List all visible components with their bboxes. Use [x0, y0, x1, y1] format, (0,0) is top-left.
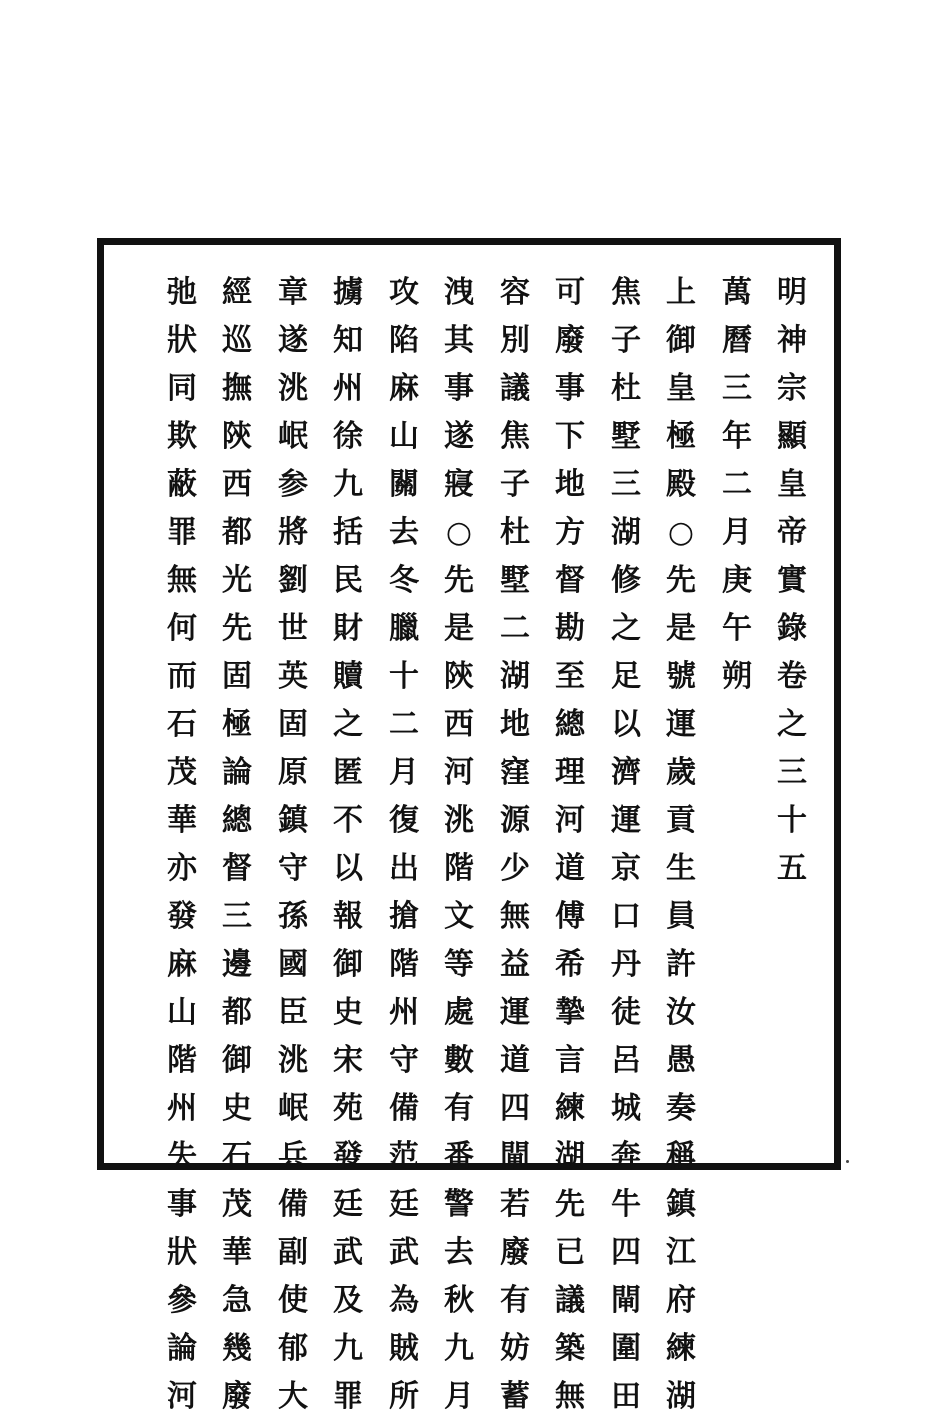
glyph: 守: [278, 851, 308, 886]
glyph: 道: [500, 1043, 530, 1078]
glyph: 月: [722, 515, 752, 550]
glyph: 杜: [500, 515, 530, 550]
glyph: 二: [389, 707, 419, 742]
glyph: 西: [222, 467, 252, 502]
text-column: [213, 269, 261, 1421]
glyph: 閘: [500, 1139, 530, 1174]
glyph: 論: [167, 1331, 197, 1366]
glyph: 去: [444, 1235, 474, 1270]
glyph: 警: [444, 1187, 474, 1222]
glyph: 階: [167, 1043, 197, 1078]
glyph: 方: [555, 515, 585, 550]
glyph: 無: [167, 563, 197, 598]
glyph: 幾: [222, 1331, 252, 1366]
glyph: 攻: [389, 275, 419, 310]
glyph: 貢: [666, 803, 696, 838]
glyph: 河: [444, 755, 474, 790]
glyph: 督: [222, 851, 252, 886]
glyph: 史: [333, 995, 363, 1030]
glyph: 復: [389, 803, 419, 838]
glyph: 冬: [389, 563, 419, 598]
glyph: 参: [278, 467, 308, 502]
glyph: 徒: [611, 995, 641, 1030]
glyph: 地: [555, 467, 585, 502]
glyph: 岷: [278, 419, 308, 454]
glyph: 理: [555, 755, 585, 790]
glyph: 陷: [389, 323, 419, 358]
stray-mark: [846, 1160, 849, 1163]
glyph: 歲: [666, 755, 696, 790]
glyph: 御: [333, 947, 363, 982]
glyph: 遂: [444, 419, 474, 454]
glyph: 督: [555, 563, 585, 598]
glyph: 焦: [611, 275, 641, 310]
glyph: 三: [722, 371, 752, 406]
glyph: 武: [333, 1235, 363, 1270]
glyph: 稱: [666, 1139, 696, 1174]
glyph: 實: [777, 563, 807, 598]
glyph: 至: [555, 659, 585, 694]
glyph: 罪: [333, 1379, 363, 1414]
glyph: 廢: [555, 323, 585, 358]
glyph: 之: [333, 707, 363, 742]
glyph: 苑: [333, 1091, 363, 1126]
glyph: 以: [611, 707, 641, 742]
glyph: 先: [555, 1187, 585, 1222]
glyph: 城: [611, 1091, 641, 1126]
glyph: 牛: [611, 1187, 641, 1222]
glyph: 州: [167, 1091, 197, 1126]
glyph: 子: [611, 323, 641, 358]
glyph: 報: [333, 899, 363, 934]
glyph: 先: [222, 611, 252, 646]
glyph: 徐: [333, 419, 363, 454]
glyph: 鎮: [666, 1187, 696, 1222]
glyph: 庚: [722, 563, 752, 598]
glyph: 民: [333, 563, 363, 598]
text-column: [158, 269, 206, 1421]
glyph: 言: [555, 1043, 585, 1078]
glyph: 州: [333, 371, 363, 406]
glyph: 及: [333, 1283, 363, 1318]
glyph: 二: [722, 467, 752, 502]
glyph: 臘: [389, 611, 419, 646]
glyph: 先: [444, 563, 474, 598]
glyph: 道: [555, 851, 585, 886]
glyph: 築: [555, 1331, 585, 1366]
glyph: 容: [500, 275, 530, 310]
glyph: 贖: [333, 659, 363, 694]
glyph: 固: [278, 707, 308, 742]
glyph: 焦: [500, 419, 530, 454]
glyph: 麻: [167, 947, 197, 982]
glyph: 月: [389, 755, 419, 790]
glyph: 匿: [333, 755, 363, 790]
glyph: 寢: [444, 467, 474, 502]
text-column: [602, 269, 650, 1421]
glyph: 員: [666, 899, 696, 934]
glyph: 圍: [611, 1331, 641, 1366]
glyph: 洮: [444, 803, 474, 838]
glyph: 階: [444, 851, 474, 886]
text-column: [713, 269, 761, 701]
page-border-frame: [97, 238, 841, 1414]
glyph: 失: [167, 1139, 197, 1174]
glyph: 而: [167, 659, 197, 694]
glyph: 都: [222, 995, 252, 1030]
glyph: 之: [777, 707, 807, 742]
glyph: 茂: [167, 755, 197, 790]
text-column: [435, 269, 483, 1421]
glyph: 弛: [167, 275, 197, 310]
glyph: 奔: [611, 1139, 641, 1174]
glyph: 明: [777, 275, 807, 310]
glyph: 三: [777, 755, 807, 790]
glyph: 湖: [611, 515, 641, 550]
glyph: 兵: [278, 1139, 308, 1174]
glyph: 孫: [278, 899, 308, 934]
glyph: 擄: [333, 275, 363, 310]
glyph: 奏: [666, 1091, 696, 1126]
glyph: 午: [722, 611, 752, 646]
glyph: 史: [222, 1091, 252, 1126]
glyph: 丹: [611, 947, 641, 982]
glyph: 邊: [222, 947, 252, 982]
glyph: 廢: [222, 1379, 252, 1414]
glyph: 欺: [167, 419, 197, 454]
glyph: 為: [389, 1283, 419, 1318]
glyph: 三: [222, 899, 252, 934]
text-column: [269, 269, 317, 1421]
glyph: 十: [389, 659, 419, 694]
glyph: 殿: [666, 467, 696, 502]
glyph: 不: [333, 803, 363, 838]
glyph: 蔽: [167, 467, 197, 502]
glyph: 宗: [777, 371, 807, 406]
glyph: 御: [666, 323, 696, 358]
glyph: 修: [611, 563, 641, 598]
glyph: 洮: [278, 1043, 308, 1078]
glyph: 傅: [555, 899, 585, 934]
glyph: 四: [500, 1091, 530, 1126]
text-column: [546, 269, 594, 1421]
glyph: 上: [666, 275, 696, 310]
glyph: 可: [555, 275, 585, 310]
glyph: 岷: [278, 1091, 308, 1126]
glyph: 之: [611, 611, 641, 646]
glyph: 以: [333, 851, 363, 886]
glyph: 財: [333, 611, 363, 646]
glyph: 極: [222, 707, 252, 742]
glyph: 去: [389, 515, 419, 550]
glyph: 許: [666, 947, 696, 982]
glyph: 章: [278, 275, 308, 310]
glyph: 世: [278, 611, 308, 646]
glyph: 賊: [389, 1331, 419, 1366]
glyph: 石: [222, 1139, 252, 1174]
glyph: 口: [611, 899, 641, 934]
glyph: 九: [444, 1331, 474, 1366]
glyph: 運: [500, 995, 530, 1030]
glyph: 將: [278, 515, 308, 550]
glyph: 劉: [278, 563, 308, 598]
glyph: 生: [666, 851, 696, 886]
glyph: 番: [444, 1139, 474, 1174]
glyph: 十: [777, 803, 807, 838]
glyph: 山: [167, 995, 197, 1030]
glyph: 使: [278, 1283, 308, 1318]
glyph: 事: [167, 1187, 197, 1222]
glyph: 麻: [389, 371, 419, 406]
glyph: 京: [611, 851, 641, 886]
glyph: 陝: [444, 659, 474, 694]
glyph: 神: [777, 323, 807, 358]
glyph: 大: [278, 1379, 308, 1414]
glyph: 皇: [777, 467, 807, 502]
glyph: 萬: [722, 275, 752, 310]
glyph: 都: [222, 515, 252, 550]
glyph: 是: [444, 611, 474, 646]
glyph: 年: [722, 419, 752, 454]
glyph: 武: [389, 1235, 419, 1270]
glyph: 曆: [722, 323, 752, 358]
glyph: 五: [777, 851, 807, 886]
glyph: 帝: [777, 515, 807, 550]
glyph: 搶: [389, 899, 419, 934]
glyph: 議: [555, 1283, 585, 1318]
glyph: 杜: [611, 371, 641, 406]
glyph: 錄: [777, 611, 807, 646]
glyph: 出: [389, 851, 419, 886]
glyph: 號: [666, 659, 696, 694]
glyph: 呂: [611, 1043, 641, 1078]
glyph: 括: [333, 515, 363, 550]
glyph: 愚: [666, 1043, 696, 1078]
glyph: 論: [222, 755, 252, 790]
glyph: 顯: [777, 419, 807, 454]
glyph: 鎮: [278, 803, 308, 838]
glyph: 妨: [500, 1331, 530, 1366]
glyph: 參: [167, 1283, 197, 1318]
glyph: 湖: [500, 659, 530, 694]
glyph: 宋: [333, 1043, 363, 1078]
glyph: 華: [167, 803, 197, 838]
glyph: 閘: [611, 1283, 641, 1318]
glyph: 子: [500, 467, 530, 502]
glyph: 備: [389, 1091, 419, 1126]
text-column: [324, 269, 372, 1421]
glyph: 汝: [666, 995, 696, 1030]
glyph: 光: [222, 563, 252, 598]
glyph: 是: [666, 611, 696, 646]
glyph: 其: [444, 323, 474, 358]
glyph: 九: [333, 1331, 363, 1366]
glyph: 撫: [222, 371, 252, 406]
text-column: [768, 269, 816, 893]
text-column: [657, 269, 705, 1421]
glyph: 練: [555, 1091, 585, 1126]
glyph: 四: [611, 1235, 641, 1270]
glyph: 事: [555, 371, 585, 406]
glyph: 臣: [278, 995, 308, 1030]
glyph: 罪: [167, 515, 197, 550]
glyph: 墅: [611, 419, 641, 454]
glyph: 月: [444, 1379, 474, 1414]
glyph: 國: [278, 947, 308, 982]
glyph: 茂: [222, 1187, 252, 1222]
glyph: 亦: [167, 851, 197, 886]
glyph: 九: [333, 467, 363, 502]
glyph: 湖: [666, 1379, 696, 1414]
glyph: 三: [611, 467, 641, 502]
glyph: ○: [667, 515, 695, 550]
glyph: 洩: [444, 275, 474, 310]
glyph: 廷: [333, 1187, 363, 1222]
glyph: 朔: [722, 659, 752, 694]
glyph: 已: [555, 1235, 585, 1270]
text-column: [380, 269, 428, 1421]
glyph: 有: [500, 1283, 530, 1318]
glyph: 等: [444, 947, 474, 982]
glyph: 廷: [389, 1187, 419, 1222]
glyph: 守: [389, 1043, 419, 1078]
glyph: 發: [167, 899, 197, 934]
glyph: 足: [611, 659, 641, 694]
glyph: 有: [444, 1091, 474, 1126]
text-column: [491, 269, 539, 1421]
glyph: 階: [389, 947, 419, 982]
glyph: 郁: [278, 1331, 308, 1366]
glyph: 同: [167, 371, 197, 406]
glyph: 御: [222, 1043, 252, 1078]
glyph: 無: [555, 1379, 585, 1414]
glyph: 練: [666, 1331, 696, 1366]
glyph: 文: [444, 899, 474, 934]
glyph: 處: [444, 995, 474, 1030]
glyph: 卷: [777, 659, 807, 694]
glyph: 范: [389, 1139, 419, 1174]
glyph: 洮: [278, 371, 308, 406]
glyph: 河: [167, 1379, 197, 1414]
glyph: 少: [500, 851, 530, 886]
vertical-text-columns: [104, 245, 834, 1414]
glyph: 府: [666, 1283, 696, 1318]
glyph: 田: [611, 1379, 641, 1414]
glyph: 墅: [500, 563, 530, 598]
glyph: 運: [611, 803, 641, 838]
glyph: 江: [666, 1235, 696, 1270]
glyph: 濟: [611, 755, 641, 790]
glyph: 皇: [666, 371, 696, 406]
glyph: 秋: [444, 1283, 474, 1318]
glyph: 巡: [222, 323, 252, 358]
glyph: 先: [666, 563, 696, 598]
glyph: 總: [555, 707, 585, 742]
glyph: 勘: [555, 611, 585, 646]
glyph: 發: [333, 1139, 363, 1174]
glyph: 急: [222, 1283, 252, 1318]
glyph: 石: [167, 707, 197, 742]
glyph: 益: [500, 947, 530, 982]
glyph: 經: [222, 275, 252, 310]
glyph: 關: [389, 467, 419, 502]
glyph: 蓄: [500, 1379, 530, 1414]
glyph: 總: [222, 803, 252, 838]
glyph: 廢: [500, 1235, 530, 1270]
glyph: 何: [167, 611, 197, 646]
glyph: 西: [444, 707, 474, 742]
glyph: 州: [389, 995, 419, 1030]
glyph: 湖: [555, 1139, 585, 1174]
glyph: 所: [389, 1379, 419, 1414]
glyph: 英: [278, 659, 308, 694]
glyph: 別: [500, 323, 530, 358]
glyph: 地: [500, 707, 530, 742]
glyph: 知: [333, 323, 363, 358]
glyph: 運: [666, 707, 696, 742]
glyph: 華: [222, 1235, 252, 1270]
glyph: 固: [222, 659, 252, 694]
glyph: 原: [278, 755, 308, 790]
glyph: 下: [555, 419, 585, 454]
glyph: 源: [500, 803, 530, 838]
glyph: 極: [666, 419, 696, 454]
glyph: 事: [444, 371, 474, 406]
glyph: 數: [444, 1043, 474, 1078]
glyph: 二: [500, 611, 530, 646]
glyph: ○: [445, 515, 473, 550]
glyph: 若: [500, 1187, 530, 1222]
glyph: 窪: [500, 755, 530, 790]
glyph: 摯: [555, 995, 585, 1030]
glyph: 議: [500, 371, 530, 406]
glyph: 狀: [167, 323, 197, 358]
glyph: 遂: [278, 323, 308, 358]
glyph: 無: [500, 899, 530, 934]
glyph: 副: [278, 1235, 308, 1270]
glyph: 山: [389, 419, 419, 454]
glyph: 備: [278, 1187, 308, 1222]
glyph: 河: [555, 803, 585, 838]
glyph: 希: [555, 947, 585, 982]
glyph: 狀: [167, 1235, 197, 1270]
glyph: 陝: [222, 419, 252, 454]
